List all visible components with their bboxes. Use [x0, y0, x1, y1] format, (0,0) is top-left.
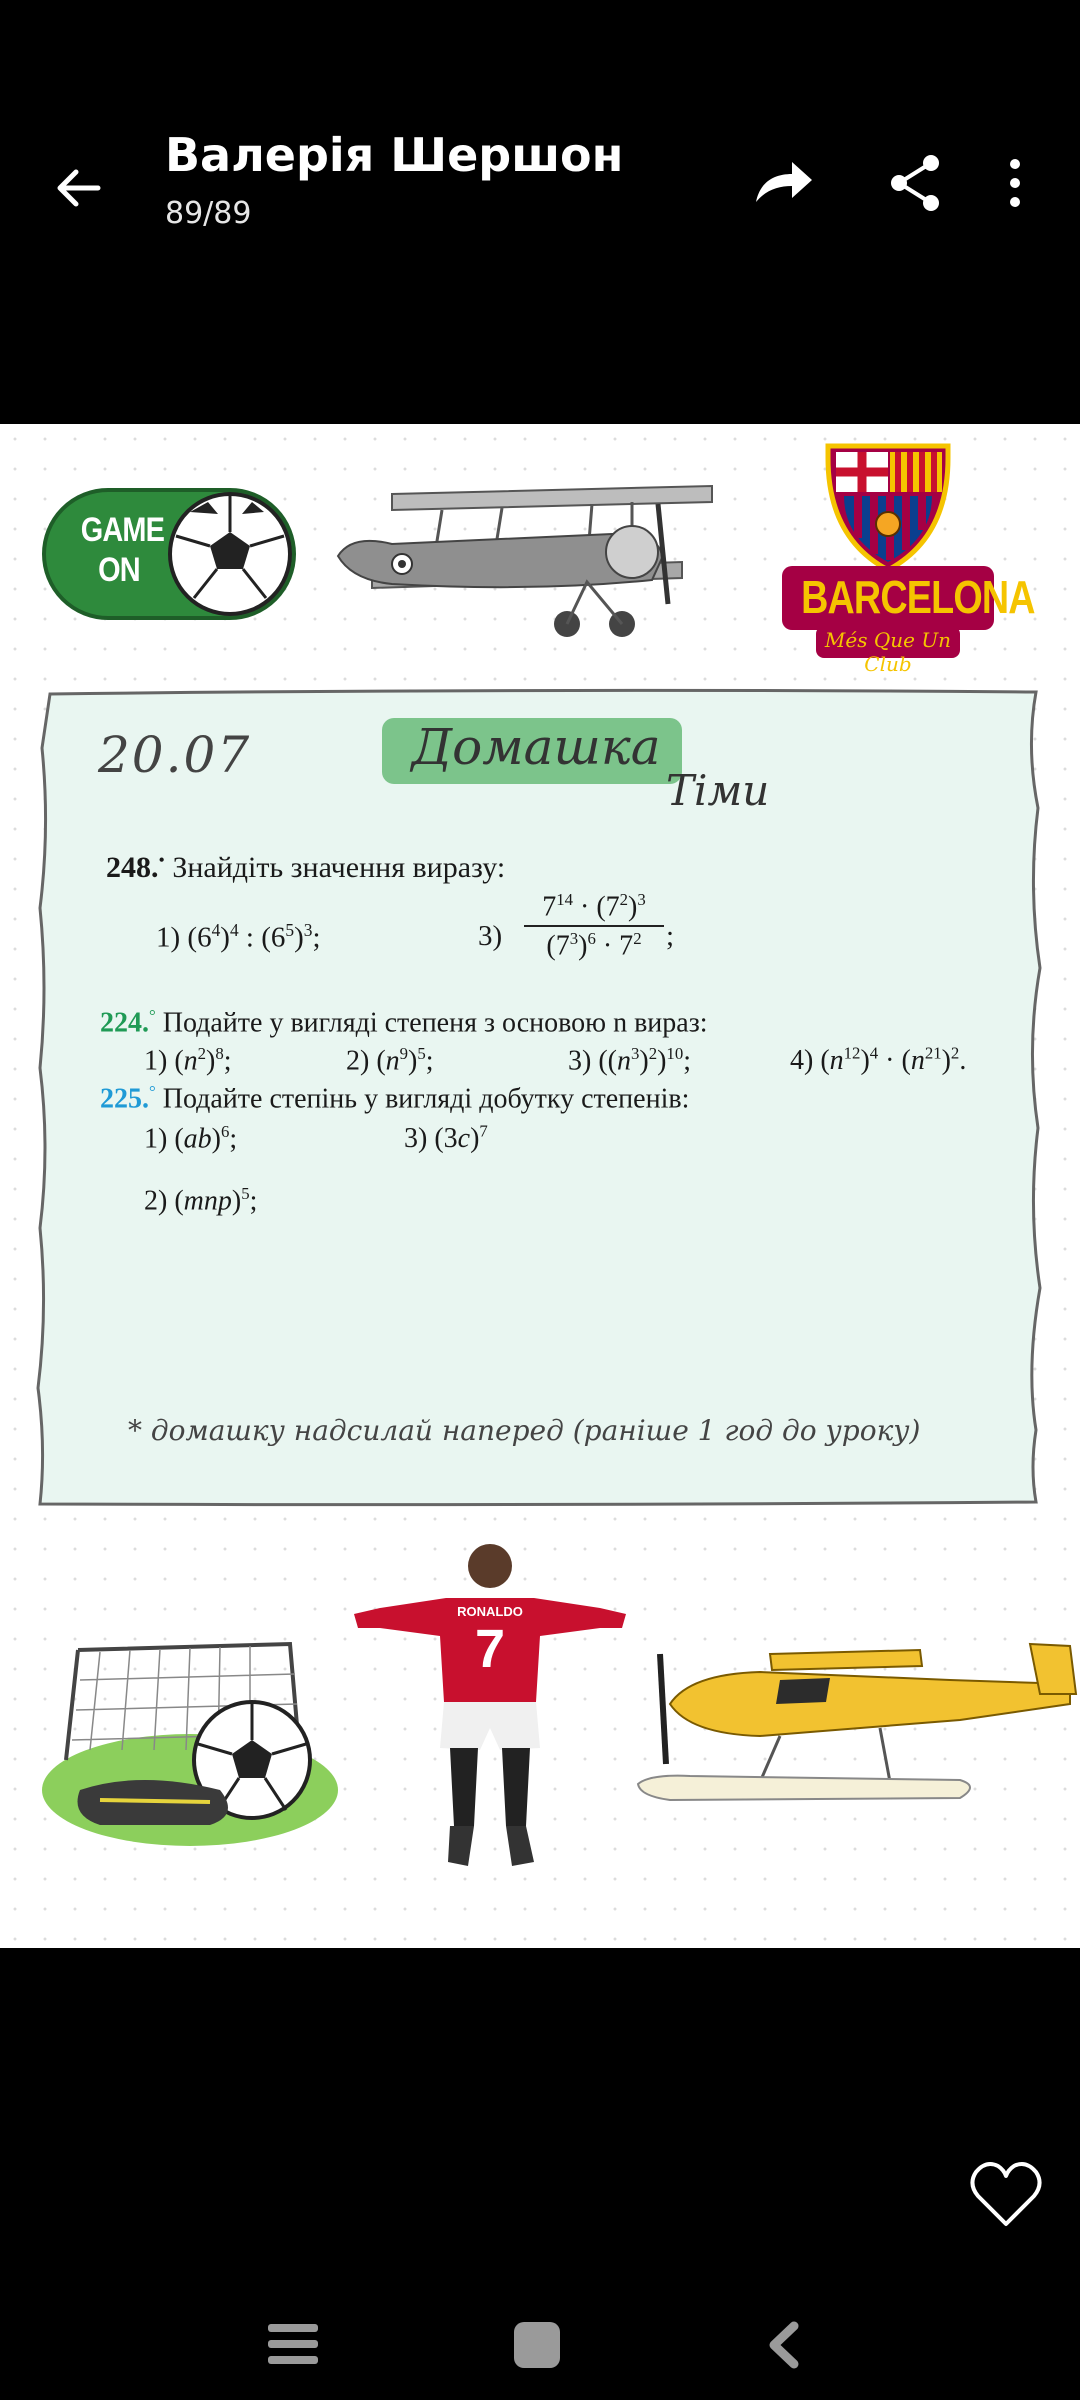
photo-viewer[interactable] — [0, 424, 1080, 1948]
task-248-item-1: 1) $(6^4)^4$ : $(6^5)^3$; — [156, 920, 321, 954]
soccer-goal-image — [40, 1640, 340, 1850]
task-225-text: Подайте степінь у вигляді добутку степенів: — [162, 1083, 690, 1115]
game-on-sticker — [40, 484, 302, 624]
task-224-items: 1) $(n^2)^8$; 2) $(n^9)^5$; 3) $((n^3)^2)^{10}$; 4) $(n^{12})^4 \cdot (n^{21})^2$. — [144, 1044, 967, 1077]
task-225-mark: ° — [149, 1082, 156, 1101]
image-counter: 89/89 — [165, 196, 252, 231]
task-225-items-row1: 1) (ab)$^6$; 3) $(3c)^7$ — [144, 1122, 488, 1155]
system-nav-bar — [0, 2300, 1080, 2400]
heart-icon — [968, 2160, 1044, 2230]
seaplane-sticker — [630, 1624, 1080, 1854]
more-vertical-icon — [1008, 158, 1022, 208]
menu-icon — [266, 2320, 320, 2368]
player-number: 7 — [474, 1619, 506, 1679]
like-button[interactable] — [968, 2160, 1044, 2230]
task-248-mark: • — [158, 850, 165, 870]
task-248-fraction: $7^{14} \cdot (7^2)^3$ $(7^3)^6 \cdot 7^2$ — [524, 890, 664, 963]
task-225-items-row2: 2) (mnp)$^5$; — [144, 1184, 258, 1217]
game-on-label: GAME ON — [80, 511, 165, 589]
task-224-mark: ° — [149, 1006, 156, 1025]
share-button[interactable] — [870, 138, 960, 228]
app-bar — [0, 0, 1080, 420]
task-224-number: 224. — [100, 1007, 149, 1039]
homework-subheading: Тіми — [666, 766, 770, 815]
home-button[interactable] — [512, 2320, 572, 2380]
task-248-text: Знайдіть значення виразу: — [172, 851, 506, 884]
more-options-button[interactable] — [980, 138, 1050, 228]
homework-card — [36, 688, 1044, 1508]
forward-button[interactable] — [738, 138, 828, 228]
task-224-text: Подайте у вигляді степеня з основою n вираз: — [162, 1007, 708, 1039]
task-248 — [106, 850, 505, 885]
task-248-item-3: 3) — [478, 920, 503, 952]
player-name: RONALDO — [457, 1604, 523, 1619]
homework-heading: Домашка — [411, 718, 661, 776]
player-sticker — [350, 1536, 630, 1876]
task-225 — [100, 1082, 689, 1115]
soccer-goal-sticker — [40, 1640, 340, 1850]
biplane-sticker — [332, 474, 722, 644]
sender-name: Валерія Шершон — [165, 128, 624, 182]
home-icon — [512, 2320, 562, 2370]
seaplane-image — [630, 1624, 1080, 1854]
biplane-image — [332, 474, 722, 644]
back-icon — [764, 2320, 804, 2370]
barcelona-motto: Més Que Un Club — [824, 628, 952, 676]
task-248-number: 248. — [106, 851, 159, 884]
arrow-left-icon — [52, 162, 104, 214]
system-back-button[interactable] — [764, 2320, 824, 2380]
recent-apps-button[interactable] — [266, 2320, 326, 2380]
task-224 — [100, 1006, 708, 1039]
back-button[interactable] — [38, 148, 118, 228]
barcelona-crest-icon — [778, 438, 1035, 660]
share-icon — [887, 153, 943, 213]
date-label: 20.07 — [98, 726, 252, 784]
forward-icon — [750, 158, 816, 208]
game-on-image — [40, 484, 302, 624]
homework-note: * домашку надсилай наперед (раніше 1 год до уроку) — [128, 1414, 921, 1447]
task-248-semicolon: ; — [666, 920, 675, 952]
player-image — [350, 1536, 630, 1876]
task-225-number: 225. — [100, 1083, 149, 1115]
barcelona-label: BARCELONA — [801, 571, 1035, 623]
barcelona-sticker — [778, 438, 1035, 676]
